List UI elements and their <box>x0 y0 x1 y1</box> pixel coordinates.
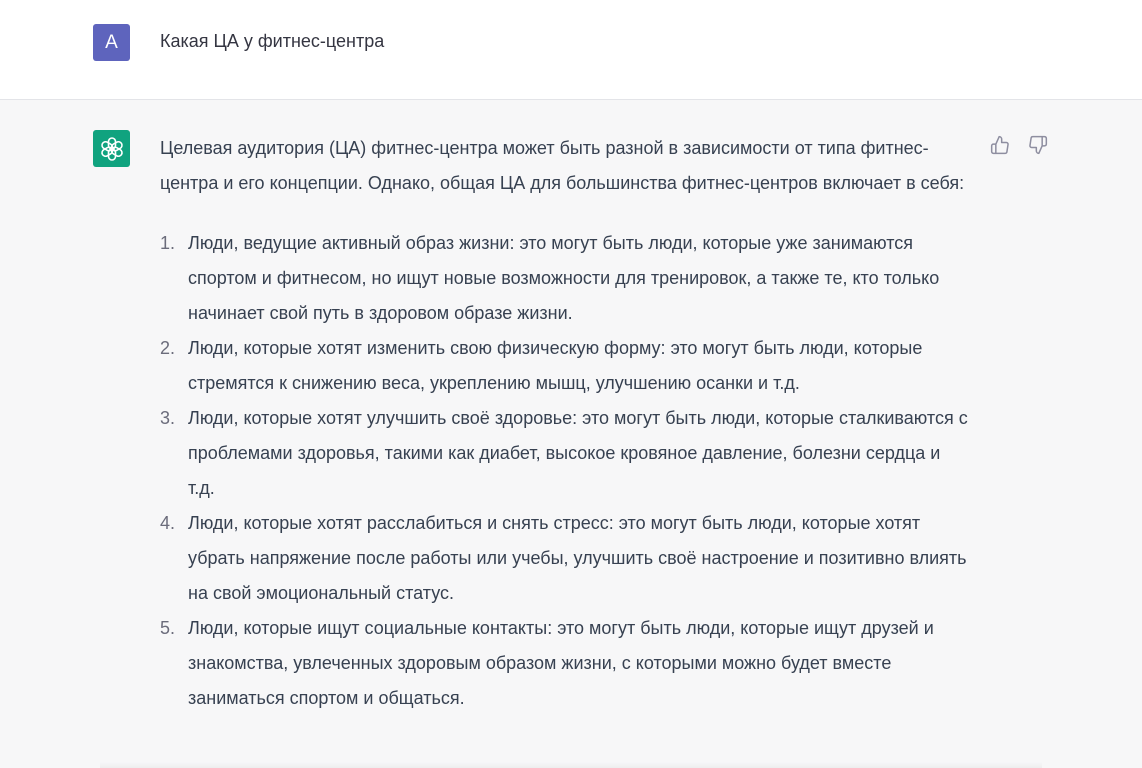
user-message-text: Какая ЦА у фитнес-центра <box>160 31 385 51</box>
assistant-message-row <box>0 100 1142 768</box>
list-item <box>160 226 970 331</box>
user-message-row <box>0 0 1142 100</box>
thumbs-down-button[interactable] <box>1027 134 1049 156</box>
list-item-number: 3. <box>160 408 176 428</box>
list-item-text: Люди, ведущие активный образ жизни: это могут быть люди, которые уже занимаются спортом и фитнесом, но ищут новые возможности для тренировок, а также те, кто только начинает свой путь в здоровом образе жизни. <box>188 233 940 323</box>
thumbs-up-icon <box>990 135 1010 155</box>
list-item-number: 1. <box>160 233 176 253</box>
thumbs-up-button[interactable] <box>989 134 1011 156</box>
list-item <box>160 401 970 506</box>
answer-list <box>160 226 970 716</box>
list-item <box>160 331 970 401</box>
list-item-text: Люди, которые хотят изменить свою физическую форму: это могут быть люди, которые стремятся к снижению веса, укреплению мышц, улучшению осанки и т.д. <box>188 338 923 393</box>
list-item-text: Люди, которые хотят улучшить своё здоровье: это могут быть люди, которые сталкиваются с проблемами здоровья, такими как диабет, высокое кровяное давление, болезни сердца и т.д. <box>188 408 968 498</box>
user-avatar: A <box>93 24 130 61</box>
list-item <box>160 611 970 716</box>
bottom-fade <box>100 762 1042 768</box>
list-item <box>160 506 970 611</box>
assistant-intro-text: Целевая аудитория (ЦА) фитнес-центра может быть разной в зависимости от типа фитнес-центра и его концепции. Однако, общая ЦА для большинства фитнес-центров включает в себя: <box>160 138 965 193</box>
list-item-number: 5. <box>160 618 176 638</box>
assistant-message-content <box>160 131 970 716</box>
thumbs-down-icon <box>1028 135 1048 155</box>
list-item-text: Люди, которые хотят расслабиться и снять стресс: это могут быть люди, которые хотят убрать напряжение после работы или учебы, улучшить своё настроение и позитивно влиять на свой эмоциональный статус. <box>188 513 967 603</box>
openai-logo-icon <box>99 136 125 162</box>
list-item-number: 4. <box>160 513 176 533</box>
feedback-buttons <box>989 134 1049 156</box>
assistant-avatar <box>93 130 130 167</box>
list-item-text: Люди, которые ищут социальные контакты: это могут быть люди, которые ищут друзей и знакомства, увлеченных здоровым образом жизни, с которыми можно будет вместе заниматься спортом и общаться. <box>188 618 934 708</box>
list-item-number: 2. <box>160 338 176 358</box>
